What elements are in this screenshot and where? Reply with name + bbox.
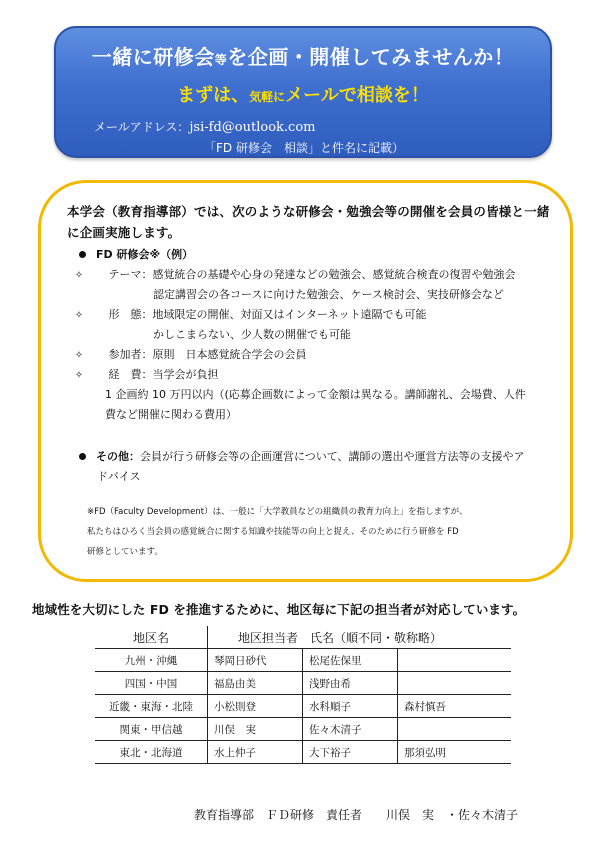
- table-header: [95, 626, 511, 649]
- col-region-header: 地区名: [95, 626, 208, 649]
- person-cell: [398, 672, 512, 695]
- footnote-line-1: ※FD（Faculty Development）は、一般に「大学教員などの組織員の教育力向上」を指しますが、: [87, 507, 468, 517]
- person-cell: 福島由美: [208, 672, 303, 695]
- person-cell: 琴岡日砂代: [208, 649, 303, 672]
- header-banner: [54, 26, 552, 158]
- form-label: 形 態：: [108, 308, 153, 321]
- region-cell: 関東・甲信越: [95, 718, 208, 741]
- person-cell: 森村慎吾: [398, 695, 512, 718]
- other-text-2: ドバイス: [97, 470, 141, 483]
- table-row: [95, 695, 511, 718]
- info-box: [38, 180, 573, 582]
- other-row: [79, 447, 525, 467]
- person-cell: 那須弘明: [398, 741, 512, 764]
- fd-bullet: FD 研修会※（例）: [79, 245, 193, 265]
- region-cell: 四国・中国: [95, 672, 208, 695]
- theme-text-2: 認定講習会の各コースに向けた勉強会、ケース検討会、実技研修会など: [153, 288, 504, 301]
- cost-label: 経 費：: [108, 368, 153, 381]
- diamond-icon: ✧: [74, 270, 84, 281]
- mail-label: メールアドレス：: [94, 120, 190, 134]
- col-persons-header: 地区担当者 氏名（順不同・敬称略）: [208, 626, 512, 649]
- person-cell: 佐々木清子: [303, 718, 398, 741]
- person-cell: 川俣 実: [208, 718, 303, 741]
- region-cell: 東北・北海道: [95, 741, 208, 764]
- theme-label: テーマ：: [108, 268, 153, 281]
- subject-note: 「FD 研修会 相談」と件名に記載）: [204, 141, 404, 155]
- table-row: [95, 649, 511, 672]
- theme-row: [69, 265, 516, 286]
- diamond-icon: ✧: [74, 370, 84, 381]
- table-row: [95, 718, 511, 741]
- region-heading: 地域性を大切にした FD を推進するために、地区毎に下記の担当者が対応しています。: [32, 602, 526, 617]
- table-row: [95, 741, 511, 764]
- person-cell: [398, 649, 512, 672]
- mail-line: [94, 118, 315, 135]
- banner-title: 一緒に研修会等を企画・開催してみませんか！: [91, 45, 515, 69]
- cost-text: 当学会が負担: [152, 368, 219, 381]
- footer-responsible: 教育指導部 ＦＤ研修 責任者 川俣 実 ・佐々木清子: [194, 808, 519, 822]
- person-cell: [398, 718, 512, 741]
- other-text: 会員が行う研修会等の企画運営について、講師の選出や運営方法等の支援やア: [140, 450, 525, 463]
- bullet-icon: [79, 251, 86, 258]
- region-cell: 九州・沖縄: [95, 649, 208, 672]
- region-table: [95, 626, 511, 764]
- form-text: 地域限定の開催、対面又はインターネット遠隔でも可能: [152, 308, 427, 321]
- diamond-icon: ✧: [74, 310, 84, 321]
- cost-text-2: 1 企画約 10 万円以内（(応募企画数によって金額は異なる。講師謝礼、会場費、人件: [105, 388, 526, 401]
- person-cell: 水科順子: [303, 695, 398, 718]
- banner-subtitle: まずは、気軽にメールで相談を！: [177, 85, 429, 106]
- participants-label: 参加者：: [108, 348, 153, 361]
- participants-row: [69, 345, 307, 366]
- mail-address[interactable]: jsi-fd@outlook.com: [189, 120, 316, 135]
- footnote-line-3: 研修としています。: [87, 547, 163, 557]
- region-cell: 近畿・東海・北陸: [95, 695, 208, 718]
- form-row: [69, 305, 427, 326]
- person-cell: 水上仲子: [208, 741, 303, 764]
- person-cell: 大下裕子: [303, 741, 398, 764]
- table-row: [95, 672, 511, 695]
- diamond-icon: ✧: [74, 350, 84, 361]
- other-label: その他：: [96, 450, 140, 463]
- form-text-2: かしこまらない、少人数の開催でも可能: [153, 328, 351, 341]
- participants-text: 原則 日本感覚統合学会の会員: [152, 348, 307, 361]
- person-cell: 浅野由希: [303, 672, 398, 695]
- cost-row: [69, 365, 219, 386]
- cost-text-3: 費など開催に関わる費用）: [105, 408, 237, 421]
- footnote-line-2: 私たちはひろく当会員の感覚統合に関する知識や技能等の向上と捉え、そのために行う研修を FD: [87, 527, 459, 537]
- bullet-icon: [79, 453, 86, 460]
- theme-text: 感覚統合の基礎や心身の発達などの勉強会、感覚統合検査の復習や勉強会: [152, 268, 516, 281]
- person-cell: 松尾佐保里: [303, 649, 398, 672]
- person-cell: 小松則登: [208, 695, 303, 718]
- intro-text: 本学会（教育指導部）では、次のような研修会・勉強会等の開催を会員の皆様と一緒に企画実施します。: [67, 204, 550, 240]
